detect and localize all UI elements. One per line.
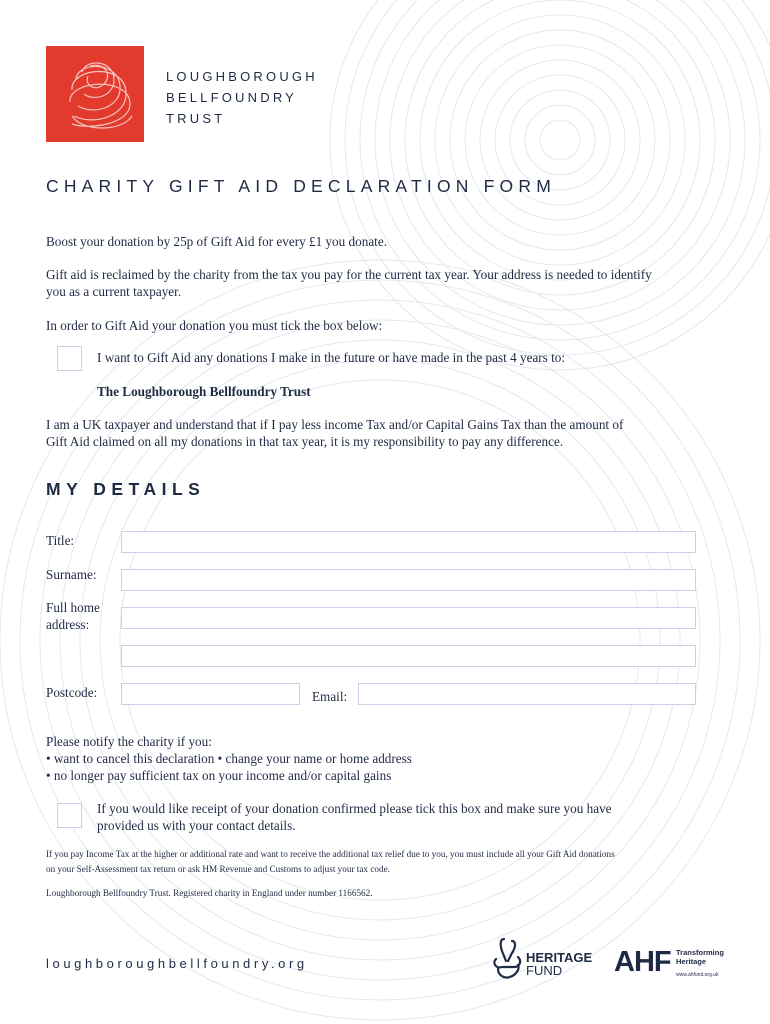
form-title: CHARITY GIFT AID DECLARATION FORM: [46, 176, 556, 196]
ahf-url: www.ahfund.org.uk: [676, 972, 719, 978]
bell-spiral-icon: [46, 46, 144, 142]
title-label: Title:: [46, 533, 75, 548]
website-link[interactable]: loughboroughbellfoundry.org: [46, 956, 308, 971]
heritage-fund-logo: [488, 935, 600, 981]
receipt-checkbox-label: If you would like receipt of your donation confirmed please tick this box and make sure you have: [97, 801, 612, 816]
declaration-text: I am a UK taxpayer and understand that if I pay less income Tax and/or Capital Gains Tax than the amount of: [46, 417, 624, 432]
notify-item: • no longer pay sufficient tax on your income and/or capital gains: [46, 768, 392, 783]
address-field-line1[interactable]: [121, 607, 696, 629]
ahf-tagline: Transforming: [676, 948, 724, 957]
postcode-field[interactable]: [121, 683, 300, 705]
heritage-fund-line: HERITAGE: [526, 950, 593, 965]
email-label: Email:: [312, 689, 348, 704]
crossed-fingers-icon: [488, 935, 528, 981]
address-label-line: address:: [46, 617, 90, 632]
address-label-line: Full home: [46, 600, 100, 615]
tax-footnote: on your Self-Assessment tax return or ask HM Revenue and Customs to adjust your tax code.: [46, 864, 390, 874]
org-name: [166, 66, 318, 129]
charity-name: The Loughborough Bellfoundry Trust: [97, 384, 311, 399]
gift-aid-checkbox[interactable]: [57, 346, 82, 371]
email-field[interactable]: [358, 683, 696, 705]
heritage-fund-line: FUND: [526, 963, 563, 978]
my-details-heading: MY DETAILS: [46, 479, 206, 499]
intro-paragraph: Gift aid is reclaimed by the charity from the tax you pay for the current tax year. Your address is needed to identify: [46, 267, 652, 282]
org-name-line: BELLFOUNDRY: [166, 90, 298, 105]
address-field-line2[interactable]: [121, 645, 696, 667]
intro-paragraph: In order to Gift Aid your donation you must tick the box below:: [46, 318, 383, 333]
receipt-checkbox-label: provided us with your contact details.: [97, 818, 296, 833]
tax-footnote: If you pay Income Tax at the higher or additional rate and want to receive the additional tax relief due to you, you must include all your Gift Aid donations: [46, 849, 615, 859]
title-field[interactable]: [121, 531, 696, 553]
address-label: [46, 599, 100, 633]
org-name-line: LOUGHBOROUGH: [166, 69, 318, 84]
gift-aid-checkbox-label: I want to Gift Aid any donations I make in the future or have made in the past 4 years to:: [97, 350, 566, 365]
logo-mark: [46, 46, 144, 142]
ahf-mark: AHF: [614, 946, 671, 978]
org-name-line: TRUST: [166, 111, 226, 126]
receipt-checkbox[interactable]: [57, 803, 82, 828]
postcode-label: Postcode:: [46, 685, 98, 700]
surname-label: Surname:: [46, 567, 97, 582]
notify-item: • want to cancel this declaration • change your name or home address: [46, 751, 412, 766]
intro-paragraph: you as a current taxpayer.: [46, 284, 182, 299]
surname-field[interactable]: [121, 569, 696, 591]
ahf-tagline: Heritage: [676, 957, 707, 966]
notify-intro: Please notify the charity if you:: [46, 734, 212, 749]
ahf-logo: [614, 946, 729, 982]
declaration-text: Gift Aid claimed on all my donations in that tax year, it is my responsibility to pay any difference.: [46, 434, 564, 449]
intro-paragraph: Boost your donation by 25p of Gift Aid for every £1 you donate.: [46, 234, 387, 249]
registered-charity-note: Loughborough Bellfoundry Trust. Registered charity in England under number 1166562.: [46, 888, 373, 898]
